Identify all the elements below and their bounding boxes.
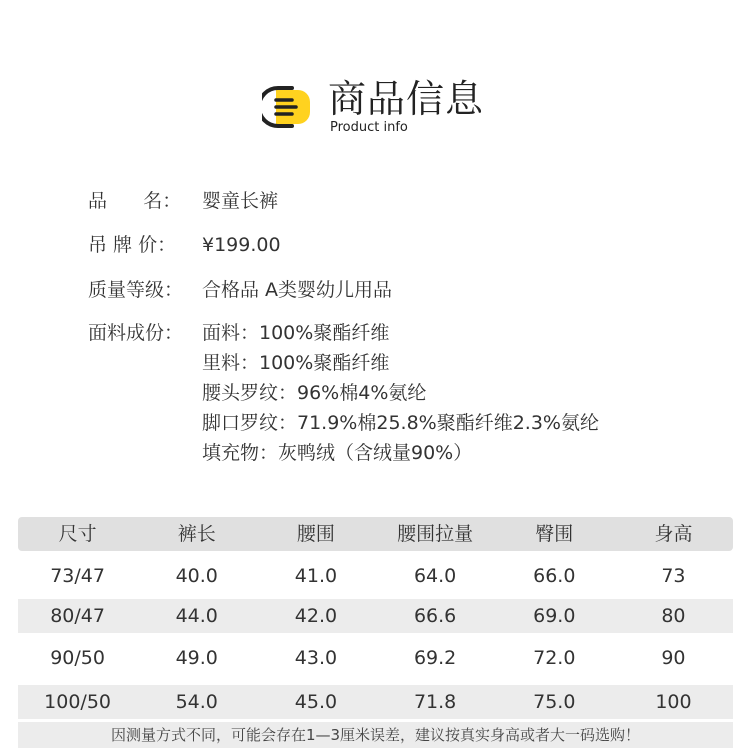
fabric-line: 腰头罗纹：96%棉4%氨纶 <box>202 382 427 404</box>
table-row <box>18 559 733 593</box>
table-cell: 80/47 <box>50 605 105 627</box>
table-cell: 42.0 <box>294 605 338 627</box>
table-cell: 80 <box>661 605 686 627</box>
info-label: 品 名： <box>88 190 182 212</box>
table-header-cell: 尺寸 <box>58 523 97 545</box>
table-cell: 72.0 <box>533 647 576 669</box>
table-cell: 100 <box>655 691 692 713</box>
table-cell: 54.0 <box>175 691 218 713</box>
info-label: 质量等级： <box>88 279 184 301</box>
table-cell: 41.0 <box>294 565 338 587</box>
table-row <box>18 599 733 633</box>
table-row <box>18 641 733 675</box>
fabric-line: 里料：100%聚酯纤维 <box>202 352 390 374</box>
table-cell: 75.0 <box>533 691 576 713</box>
table-cell: 69.0 <box>533 605 576 627</box>
document-list-icon <box>262 84 312 130</box>
table-cell: 73/47 <box>50 565 105 587</box>
table-cell: 40.0 <box>175 565 218 587</box>
table-cell: 43.0 <box>294 647 338 669</box>
table-cell: 66.6 <box>413 605 457 627</box>
info-value: ¥199.00 <box>202 234 281 256</box>
fabric-line: 填充物：灰鸭绒（含绒量90%） <box>202 442 473 464</box>
measurement-note: 因测量方式不同，可能会存在1—3厘米误差，建议按真实身高或者大一码选购！ <box>18 722 733 748</box>
table-header-cell: 腰围 <box>296 523 335 545</box>
table-cell: 49.0 <box>175 647 218 669</box>
table-cell: 69.2 <box>413 647 457 669</box>
info-value: 合格品 A类婴幼儿用品 <box>202 279 393 301</box>
table-cell: 44.0 <box>175 605 218 627</box>
table-cell: 90 <box>661 647 686 669</box>
page-subtitle: Product info <box>330 120 408 135</box>
table-header-row <box>18 517 733 551</box>
fabric-line: 脚口罗纹：71.9%棉25.8%聚酯纤维2.3%氨纶 <box>202 412 599 434</box>
table-cell: 45.0 <box>294 691 338 713</box>
table-header-cell: 裤长 <box>177 523 216 545</box>
table-header-cell: 腰围拉量 <box>397 523 474 545</box>
table-header-cell: 臀围 <box>535 523 574 545</box>
info-value: 婴童长裤 <box>202 190 279 212</box>
info-label: 面料成份： <box>88 322 184 344</box>
page-title: 商品信息 <box>328 77 485 121</box>
info-label: 吊 牌 价： <box>88 234 177 256</box>
table-header-cell: 身高 <box>654 523 693 545</box>
table-cell: 71.8 <box>413 691 457 713</box>
table-cell: 100/50 <box>44 691 111 713</box>
fabric-composition-lines <box>202 318 599 468</box>
section-header <box>262 78 522 138</box>
table-cell: 73 <box>661 565 686 587</box>
table-cell: 90/50 <box>50 647 105 669</box>
table-row <box>18 685 733 719</box>
table-cell: 64.0 <box>413 565 457 587</box>
fabric-line: 面料：100%聚酯纤维 <box>202 322 390 344</box>
table-cell: 66.0 <box>533 565 576 587</box>
